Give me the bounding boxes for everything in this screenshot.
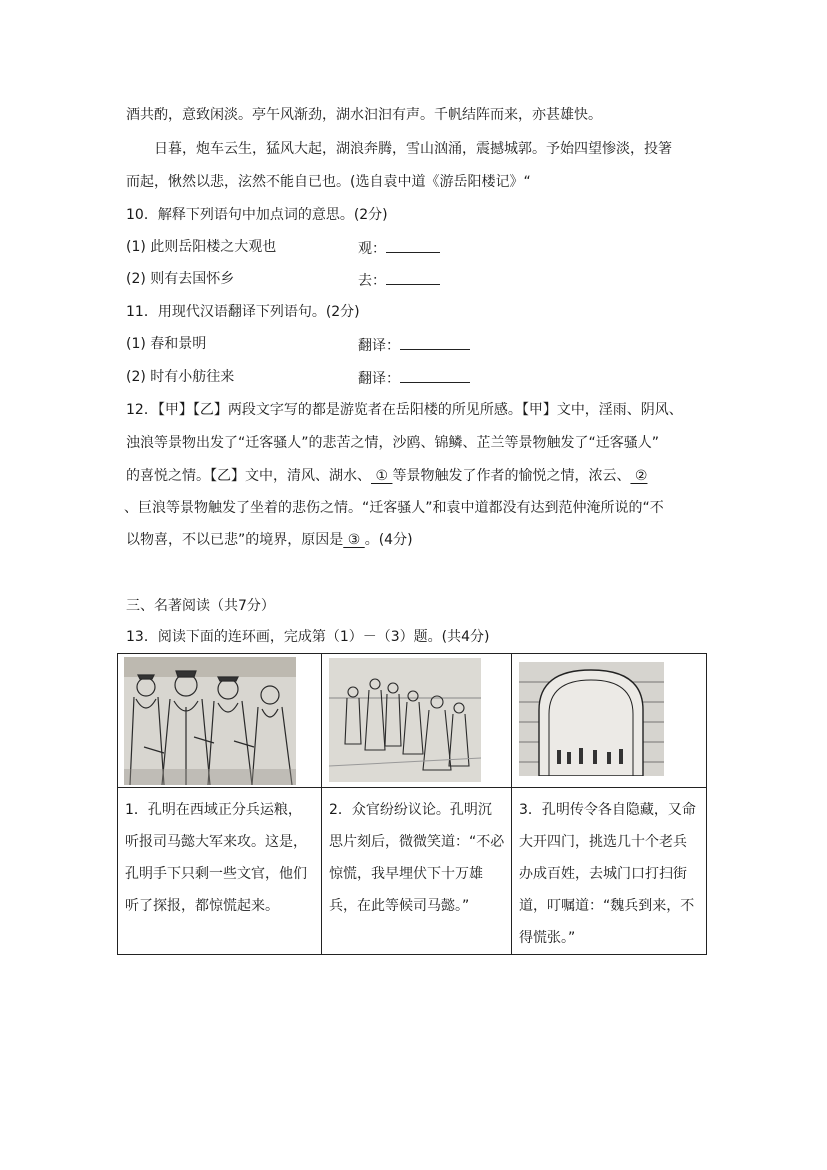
question-10-stem: 10．解释下列语句中加点词的意思。(2分): [126, 207, 388, 223]
answer-blank[interactable]: [400, 367, 470, 383]
comic-caption: 2．众官纷纷议论。孔明沉思片刻后，微微笑道：“不必惊慌，我早埋伏下十万雄兵，在此等候司马懿。”: [329, 802, 505, 914]
comic-strip-table: [117, 653, 707, 955]
answer-blank[interactable]: [386, 269, 440, 285]
passage-line: 日暮，炮车云生，猛风大起，湖浪奔腾，雪山汹涌，震撼城郭。予始四望惨淡，投箸: [154, 141, 672, 157]
officials-discussing-illustration: [329, 658, 481, 782]
comic-caption: 3．孔明传令各自隐藏，又命大开四门，挑选几十个老兵办成百姓，去城门口打扫街道，叮嘱道：“魏兵到来，不得慌张。”: [519, 802, 696, 946]
answer-blank[interactable]: [386, 237, 440, 253]
answer-label: 翻译：: [358, 371, 400, 387]
passage-line: 而起，愀然以悲，泫然不能自已也。(选自袁中道《游岳阳楼记》“: [126, 174, 531, 190]
question-11-stem: 11．用现代汉语翻译下列语句。(2分): [126, 304, 360, 320]
answer-label: 去：: [358, 273, 386, 289]
answer-field[interactable]: [358, 367, 470, 389]
comic-caption-cell: [512, 788, 707, 955]
city-gate-illustration: [519, 662, 664, 776]
answer-blank[interactable]: [400, 334, 470, 350]
section-title: 三、名著阅读（共7分）: [126, 598, 275, 614]
answer-blank-3[interactable]: ③: [343, 532, 365, 548]
answer-field[interactable]: [358, 237, 440, 259]
question-12-line: 12．【甲】【乙】两段文字写的都是游览者在岳阳楼的所见所感。【甲】文中，淫雨、阴风、: [126, 402, 683, 418]
comic-caption: 1．孔明在西域正分兵运粮，听报司马懿大军来攻。这是，孔明手下只剩一些文官，他们听了探报，都惊慌起来。: [125, 802, 307, 914]
comic-panel-image: [512, 654, 707, 788]
answer-blank-1[interactable]: ①: [371, 468, 393, 484]
question-12-line: 、巨浪等景物触发了坐着的悲伤之情。“迁客骚人”和袁中道都没有达到范仲淹所说的“不: [124, 500, 664, 516]
question-11-item-2: (2) 时有小舫往来: [126, 369, 235, 385]
passage-line: 酒共酌，意致闲淡。亭午风渐劲，湖水汩汩有声。千帆结阵而来，亦甚雄快。: [126, 107, 602, 123]
question-11-item-1: (1) 春和景明: [126, 336, 207, 352]
answer-blank-2[interactable]: ②: [630, 468, 648, 484]
kongming-officials-illustration: [124, 657, 296, 785]
question-12-line: 以物喜，不以已悲”的境界，原因是 ③ 。(4分): [126, 532, 413, 548]
comic-caption-cell: [322, 788, 512, 955]
question-12-line: 的喜悦之情。【乙】文中，清风、湖水、 ① 等景物触发了作者的愉悦之情，浓云、 ②: [126, 468, 648, 484]
answer-field[interactable]: [358, 269, 440, 291]
question-12-line: 浊浪等景物出发了“迁客骚人”的悲苦之情，沙鸥、锦鳞、芷兰等景物触发了“迁客骚人”: [126, 435, 660, 451]
comic-panel-image: [322, 654, 512, 788]
question-10-item-1: (1) 此则岳阳楼之大观也: [126, 239, 277, 255]
question-10-item-2: (2) 则有去国怀乡: [126, 271, 235, 287]
question-13-stem: 13．阅读下面的连环画，完成第（1）－（3）题。(共4分): [126, 629, 490, 645]
comic-panel-image: [118, 654, 322, 788]
answer-label: 翻译：: [358, 338, 400, 354]
answer-label: 观：: [358, 241, 386, 257]
comic-caption-cell: [118, 788, 322, 955]
answer-field[interactable]: [358, 334, 470, 356]
